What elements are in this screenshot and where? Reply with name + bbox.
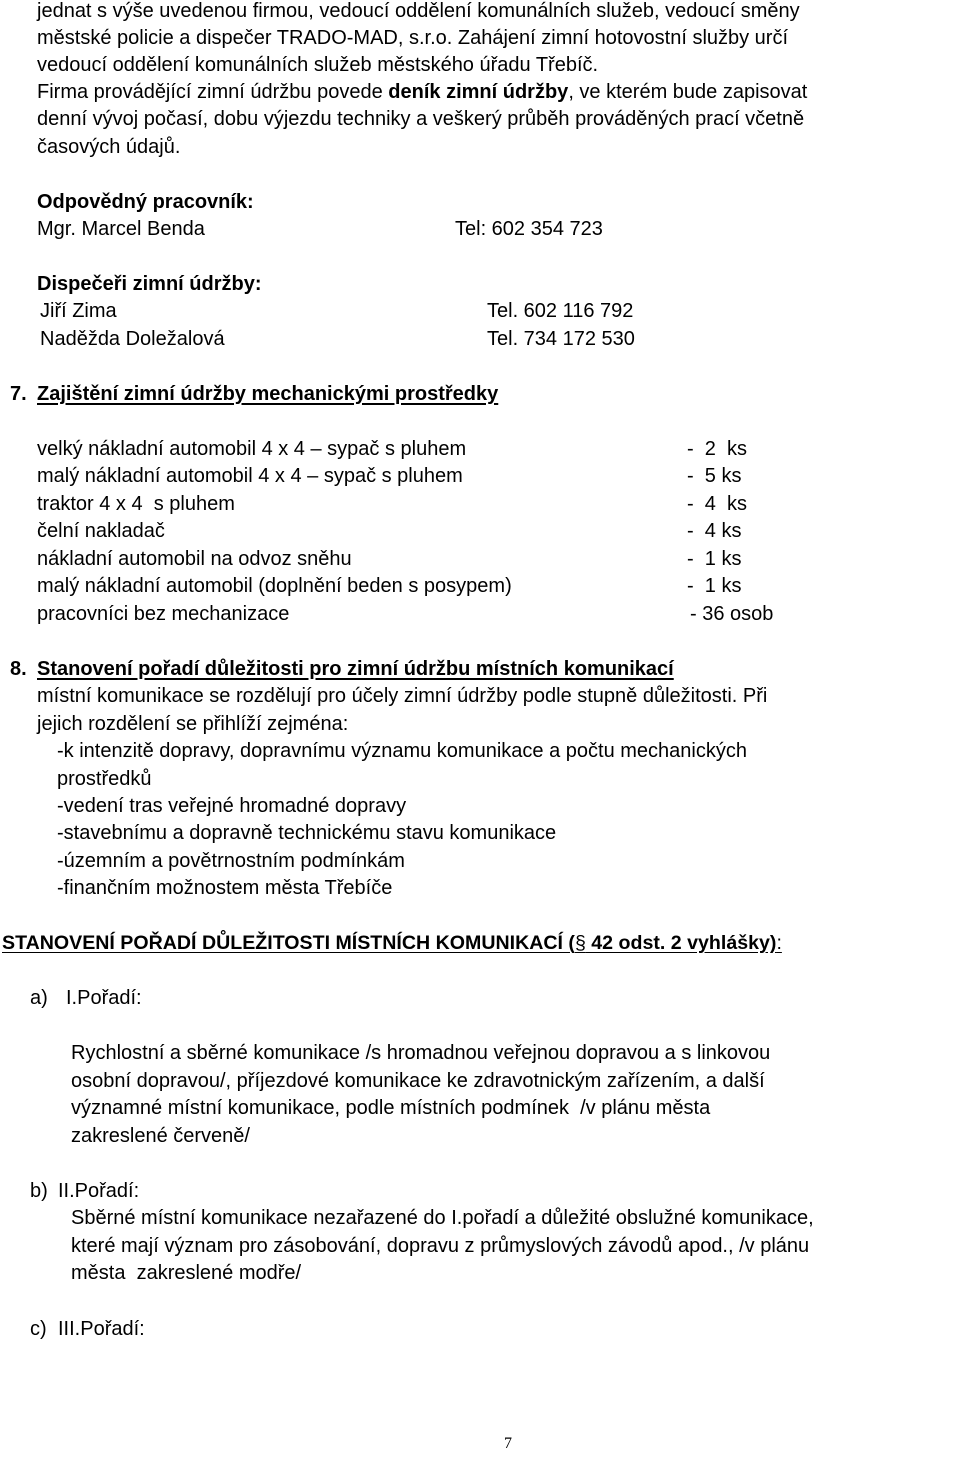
equipment-qty: - 4 ks bbox=[687, 520, 742, 542]
criterion-line: -finančním možnostem města Třebíče bbox=[57, 877, 393, 899]
firma-line-2: denní vývoj počasí, dobu výjezdu techniky a veškerý průběh prováděných prací včetně bbox=[37, 108, 805, 130]
firma-line-1 bbox=[37, 79, 807, 106]
order-heading-ref: 42 odst. 2 vyhlášky) bbox=[585, 932, 777, 954]
criterion-line: -územním a povětrnostním podmínkám bbox=[57, 850, 405, 872]
equipment-qty: - 5 ks bbox=[687, 465, 742, 487]
section-8-title: Stanovení pořadí důležitosti pro zimní údržbu místních komunikací bbox=[37, 658, 674, 680]
equipment-qty: - 4 ks bbox=[687, 493, 748, 515]
criterion-line: prostředků bbox=[57, 768, 152, 790]
firma-line-3: časových údajů. bbox=[37, 136, 181, 158]
dispatcher-phone: Tel. 602 116 792 bbox=[487, 300, 634, 322]
criterion-line: -vedení tras veřejné hromadné dopravy bbox=[57, 795, 407, 817]
responsible-phone: Tel: 602 354 723 bbox=[455, 218, 603, 240]
equipment-label: nákladní automobil na odvoz sněhu bbox=[37, 548, 352, 570]
dispatcher-phone: Tel. 734 172 530 bbox=[487, 328, 635, 350]
order-marker: b) bbox=[30, 1180, 48, 1202]
firma-line-1-post: , ve kterém bude zapisovat bbox=[568, 81, 808, 103]
order-line: které mají význam pro zásobování, dopravu z průmyslových závodů apod., /v plánu bbox=[71, 1235, 810, 1257]
order-marker: a) bbox=[30, 987, 48, 1009]
order-line: města zakreslené modře/ bbox=[71, 1262, 302, 1284]
firma-line-1-pre: Firma provádějící zimní údržbu povede bbox=[37, 81, 389, 103]
equipment-label: pracovníci bez mechanizace bbox=[37, 603, 290, 625]
section-8-number: 8. bbox=[10, 658, 27, 680]
dispatchers-heading: Dispečeři zimní údržby: bbox=[37, 273, 262, 295]
section-8-intro-line: jejich rozdělení se přihlíží zejména: bbox=[37, 713, 349, 735]
order-line: významné místní komunikace, podle místních podmínek /v plánu města bbox=[71, 1097, 711, 1119]
equipment-qty: - 2 ks bbox=[687, 438, 748, 460]
firma-diary-bold: deník zimní údržby bbox=[388, 81, 569, 103]
section-7-title: Zajištění zimní údržby mechanickými prostředky bbox=[37, 383, 499, 405]
dispatcher-name: Naděžda Doležalová bbox=[40, 328, 225, 350]
responsible-heading: Odpovědný pracovník: bbox=[37, 191, 254, 213]
equipment-qty: - 1 ks bbox=[687, 548, 742, 570]
order-heading-main: STANOVENÍ POŘADÍ DŮLEŽITOSTI MÍSTNÍCH KOMUNIKACÍ ( bbox=[2, 932, 575, 954]
section-8-intro-line: místní komunikace se rozdělují pro účely zimní údržby podle stupně důležitosti. Při bbox=[37, 685, 768, 707]
section-7-number: 7. bbox=[10, 383, 27, 405]
order-line: Sběrné místní komunikace nezařazené do I.pořadí a důležité obslužné komunikace, bbox=[71, 1207, 814, 1229]
order-line: zakreslené červeně/ bbox=[71, 1125, 250, 1147]
order-line: osobní dopravou/, příjezdové komunikace ke zdravotnickým zařízením, a další bbox=[71, 1070, 765, 1092]
order-line: Rychlostní a sběrné komunikace /s hromadnou veřejnou dopravou a s linkovou bbox=[71, 1042, 771, 1064]
order-marker: c) bbox=[30, 1318, 47, 1340]
equipment-label: čelní nakladač bbox=[37, 520, 165, 542]
equipment-label: malý nákladní automobil (doplnění beden s posypem) bbox=[37, 575, 512, 597]
criterion-line: -k intenzitě dopravy, dopravnímu významu komunikace a počtu mechanických bbox=[57, 740, 747, 762]
intro-line-1: jednat s výše uvedenou firmou, vedoucí oddělení komunálních služeb, vedoucí směny bbox=[37, 0, 800, 22]
order-heading-colon: : bbox=[776, 932, 782, 954]
page-number: 7 bbox=[504, 1435, 512, 1452]
paragraph-sign: § bbox=[574, 932, 586, 954]
order-heading bbox=[2, 930, 782, 957]
equipment-label: velký nákladní automobil 4 x 4 – sypač s pluhem bbox=[37, 438, 467, 460]
criterion-line: -stavebnímu a dopravně technickému stavu komunikace bbox=[57, 822, 557, 844]
order-title: I.Pořadí: bbox=[66, 987, 142, 1009]
equipment-qty: - 1 ks bbox=[687, 575, 742, 597]
equipment-qty: - 36 osob bbox=[690, 603, 774, 625]
equipment-label: traktor 4 x 4 s pluhem bbox=[37, 493, 235, 515]
equipment-label: malý nákladní automobil 4 x 4 – sypač s pluhem bbox=[37, 465, 463, 487]
order-title: III.Pořadí: bbox=[58, 1318, 145, 1340]
intro-line-3: vedoucí oddělení komunálních služeb městského úřadu Třebíč. bbox=[37, 54, 599, 76]
intro-line-2: městské policie a dispečer TRADO-MAD, s.r.o. Zahájení zimní hotovostní služby určí bbox=[37, 27, 789, 49]
responsible-name: Mgr. Marcel Benda bbox=[37, 218, 205, 240]
dispatcher-name: Jiří Zima bbox=[40, 300, 117, 322]
order-title: II.Pořadí: bbox=[58, 1180, 140, 1202]
